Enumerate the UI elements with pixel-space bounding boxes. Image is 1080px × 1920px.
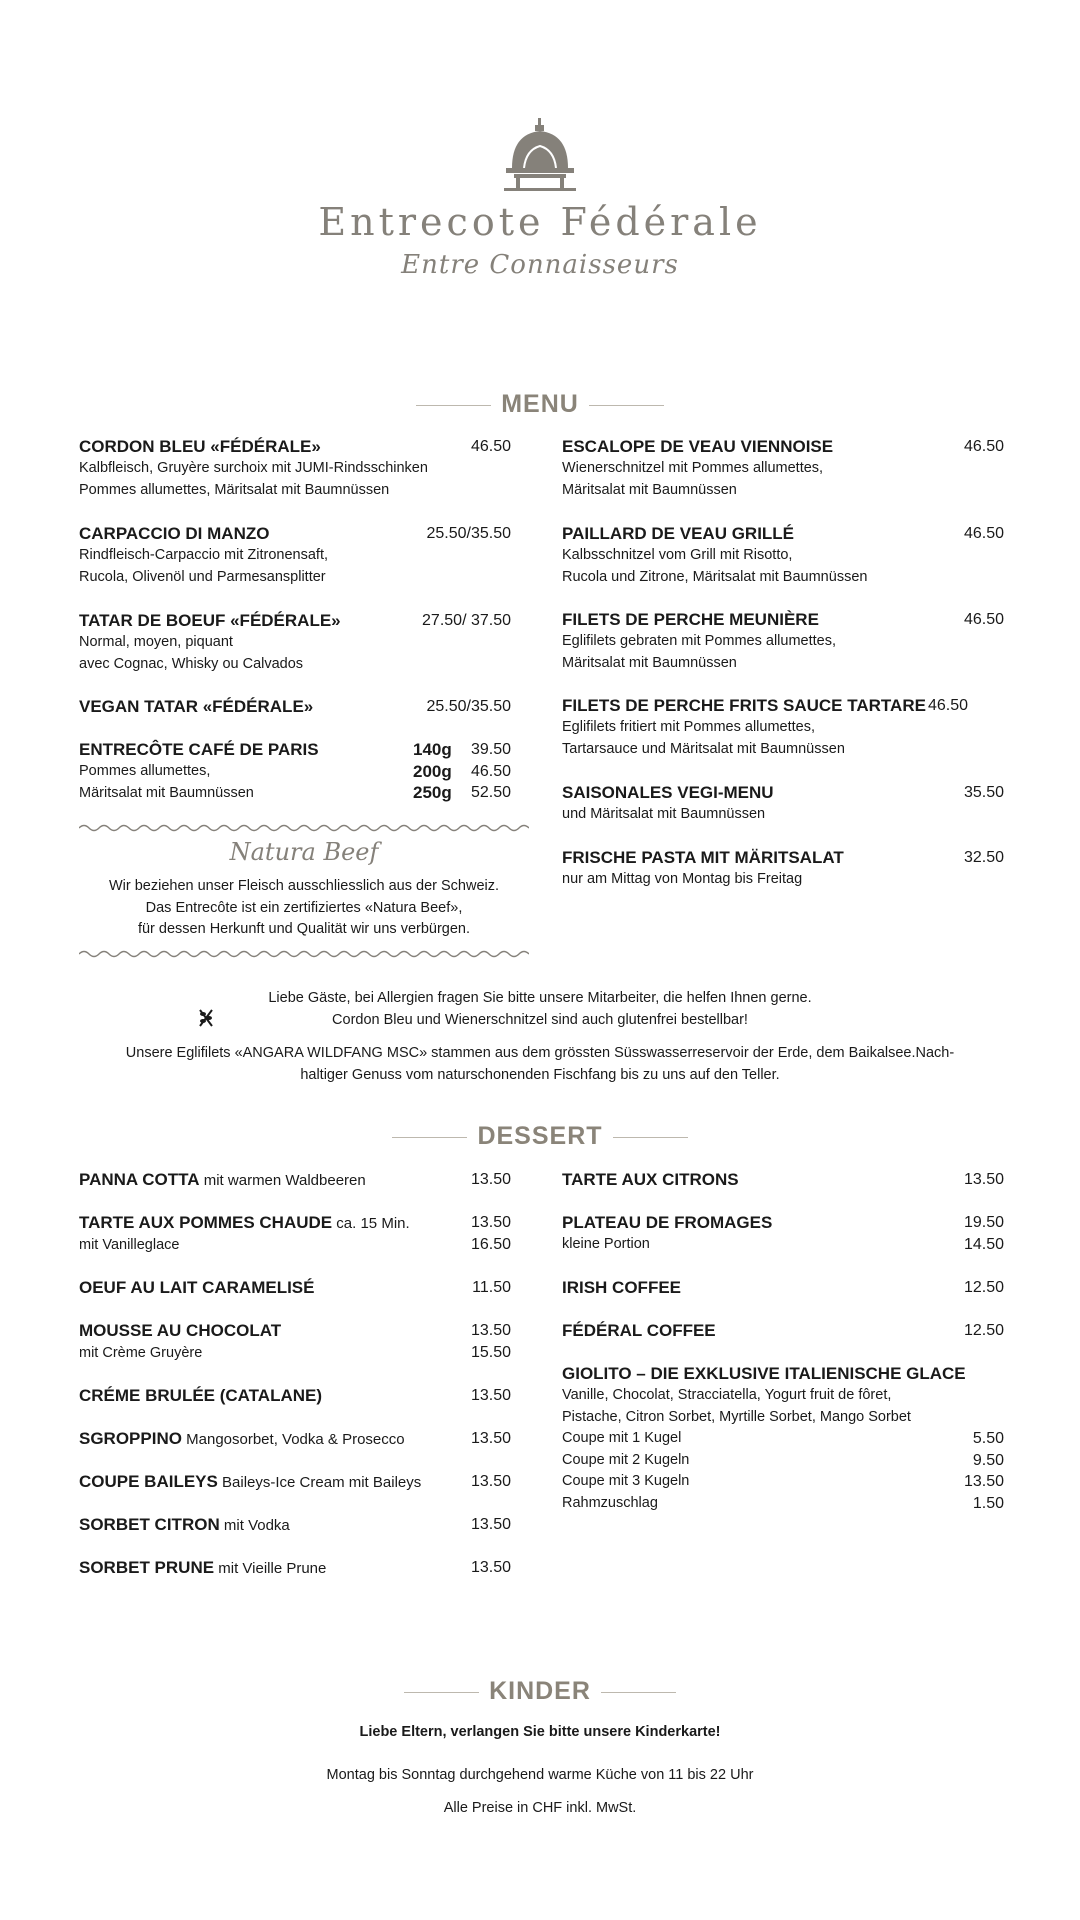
dessert-item: OEUF AU LAIT CARAMELISÉ 11.50 — [79, 1278, 511, 1297]
dessert-item: MOUSSE AU CHOCOLAT 13.50 mit Crème Gruyère 15.50 — [79, 1321, 511, 1361]
wavy-divider — [79, 948, 529, 960]
wavy-divider — [79, 822, 529, 834]
menu-item: SAISONALES VEGI-MENU 35.50 und Märitsalat mit Baumnüssen — [562, 783, 1004, 822]
fish-origin-notice: Unsere Eglifilets «ANGARA WILDFANG MSC» stammen aus dem grössten Süsswasserreservoir der Erde, dem Baikalsee.Nach- haltiger Genuss vom naturschonenden Fischfang bis zu uns auf den Teller. — [125, 1045, 955, 1083]
dessert-item: CRÉME BRULÉE (CATALANE) 13.50 — [79, 1386, 511, 1405]
dessert-left-column — [79, 1169, 521, 1600]
giolito-row: Rahmzuschlag 1.50 — [562, 1494, 1004, 1512]
menu-item: FRISCHE PASTA MIT MÄRITSALAT 32.50 nur am Mittag von Montag bis Freitag — [562, 848, 1004, 887]
dessert-item: TARTE AUX CITRONS 13.50 — [562, 1170, 1004, 1189]
giolito-item: GIOLITO – DIE EXKLUSIVE ITALIENISCHE GLACE Vanille, Chocolat, Stracciatella, Yogurt fruit de fôret, Pistache, Citron Sorbet, Myrtille Sorbet, Mango Sorbet Coupe mit 1 Kugel 5.50 Coupe mit 2 Kugeln 9.50 Coupe mit 3 Kugeln 13.50 Rahmzuschlag 1.50 — [562, 1363, 1004, 1514]
menu-item-entrecote: ENTRECÔTE CAFÉ DE PARIS Pommes allumettes, Märitsalat mit Baumnüssen 140g 39.50 200g 46.50 250g 52.50 — [79, 740, 511, 802]
kitchen-hours: Montag bis Sonntag durchgehend warme Küche von 11 bis 22 Uhr — [326, 1767, 754, 1783]
menu-item: FILETS DE PERCHE MEUNIÈRE 46.50 Eglifilets gebraten mit Pommes allumettes, Märitsalat mit Baumnüssen — [562, 610, 1004, 671]
menu-item: FILETS DE PERCHE FRITS SAUCE TARTARE 46.50 Eglifilets fritiert mit Pommes allumettes, Tartarsauce und Märitsalat mit Baumnüssen — [562, 696, 968, 757]
menu-item: CORDON BLEU «FÉDÉRALE» 46.50 Kalbfleisch, Gruyère surchoix mit JUMI-Rindsschinken Pommes allumettes, Märitsalat mit Baumnüssen — [79, 437, 511, 498]
dessert-item: SORBET CITRON mit Vodka 13.50 — [79, 1515, 511, 1534]
dessert-item: FÉDÉRAL COFFEE 12.50 — [562, 1321, 1004, 1340]
dessert-item: SORBET PRUNE mit Vieille Prune 13.50 — [79, 1558, 511, 1577]
kinder-heading: KINDER — [0, 1677, 1080, 1706]
brand-tagline: Entre Connaisseurs — [401, 250, 679, 280]
dessert-item: SGROPPINO Mangosorbet, Vodka & Prosecco 13.50 — [79, 1429, 511, 1448]
giolito-row: Coupe mit 3 Kugeln 13.50 — [562, 1473, 1004, 1490]
dome-logo-icon — [502, 116, 578, 196]
giolito-row: Coupe mit 2 Kugeln 9.50 — [562, 1451, 1004, 1469]
natura-beef-title: Natura Beef — [229, 838, 379, 866]
brand-name: Entrecote Fédérale — [318, 200, 762, 244]
menu-item: PAILLARD DE VEAU GRILLÉ 46.50 Kalbsschnitzel vom Grill mit Risotto, Rucola und Zitrone, Märitsalat mit Baumnüssen — [562, 524, 1004, 585]
dessert-item: TARTE AUX POMMES CHAUDE ca. 15 Min. 13.50 mit Vanilleglace 16.50 — [79, 1213, 511, 1253]
dessert-item: IRISH COFFEE 12.50 — [562, 1278, 1004, 1297]
dessert-right-column — [562, 1169, 1004, 1514]
allergy-notice: Liebe Gäste, bei Allergien fragen Sie bitte unsere Mitarbeiter, die helfen Ihnen gerne. Cordon Bleu und Wienerschnitzel sind auch glutenfrei bestellbar! — [268, 990, 812, 1028]
kinder-notice: Liebe Eltern, verlangen Sie bitte unsere Kinderkarte! — [359, 1724, 721, 1740]
dessert-item: PANNA COTTA mit warmen Waldbeeren 13.50 — [79, 1170, 511, 1189]
dessert-item: PLATEAU DE FROMAGES 19.50 kleine Portion 14.50 — [562, 1213, 1004, 1253]
price-notice: Alle Preise in CHF inkl. MwSt. — [443, 1800, 637, 1816]
menu-left-column — [79, 436, 521, 809]
menu-item: TATAR DE BOEUF «FÉDÉRALE» 27.50/ 37.50 Normal, moyen, piquant avec Cognac, Whisky ou Calvados — [79, 611, 511, 672]
giolito-row: Coupe mit 1 Kugel 5.50 — [562, 1430, 1004, 1447]
natura-beef-text: Wir beziehen unser Fleisch ausschliesslich aus der Schweiz. Das Entrecôte ist ein zertifiziertes «Natura Beef», für dessen Herkunft und Qualität wir uns verbürgen. — [108, 878, 500, 937]
menu-item: CARPACCIO DI MANZO 25.50/35.50 Rindfleisch-Carpaccio mit Zitronensaft, Rucola, Olivenöl und Parmesansplitter — [79, 524, 511, 585]
menu-heading: MENU — [0, 390, 1080, 419]
menu-item: VEGAN TATAR «FÉDÉRALE» 25.50/35.50 — [79, 697, 511, 716]
menu-item: ESCALOPE DE VEAU VIENNOISE 46.50 Wienerschnitzel mit Pommes allumettes, Märitsalat mit Baumnüssen — [562, 437, 1004, 498]
dessert-item: COUPE BAILEYS Baileys-Ice Cream mit Baileys 13.50 — [79, 1472, 511, 1491]
dessert-heading: DESSERT — [0, 1122, 1080, 1151]
menu-right-column — [562, 436, 1004, 897]
